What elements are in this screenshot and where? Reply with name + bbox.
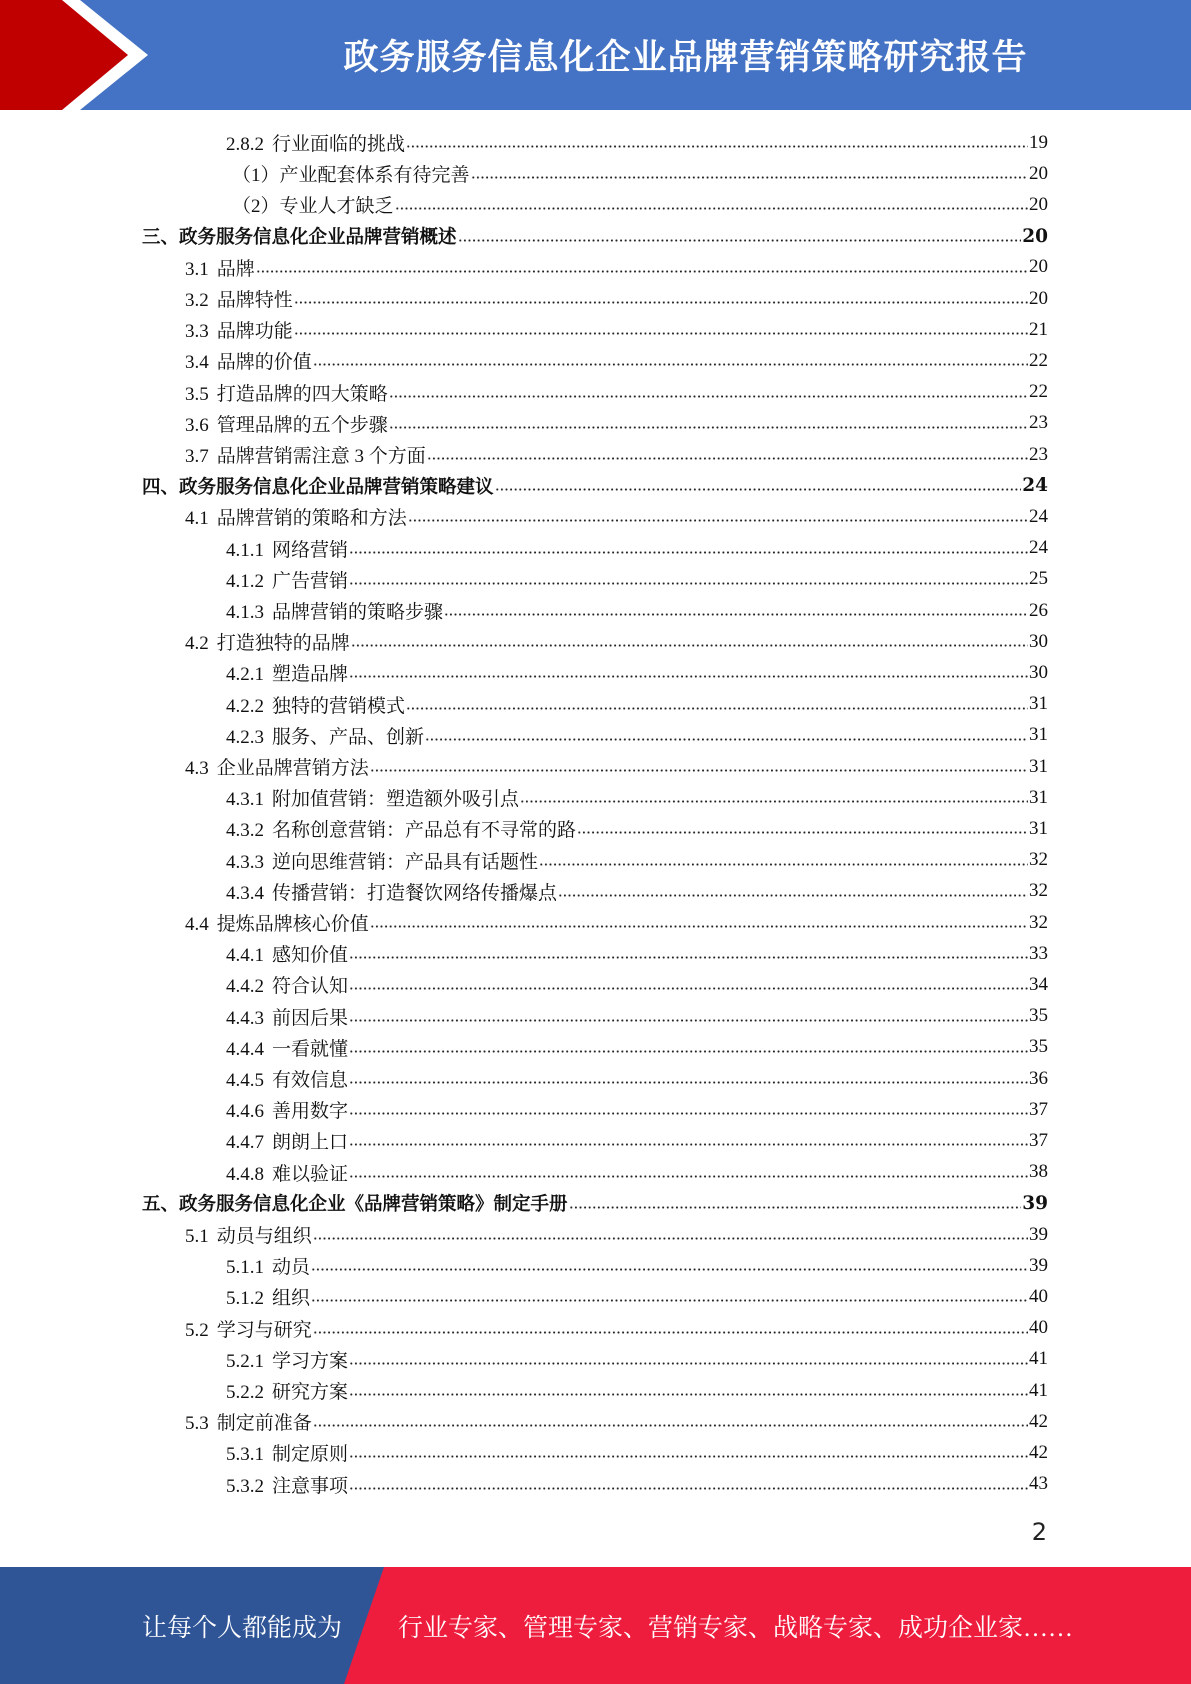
toc-entry-page: 32 xyxy=(1029,849,1048,871)
toc-entry[interactable] xyxy=(232,189,1048,220)
toc-dot-leader xyxy=(294,332,1028,335)
toc-dot-leader xyxy=(349,1175,1028,1178)
toc-entry[interactable] xyxy=(226,969,1048,1000)
toc-entry-number: 5.3 xyxy=(185,1413,209,1435)
toc-entry-number: 4.4.3 xyxy=(226,1007,264,1029)
document-title: 政务服务信息化企业品牌营销策略研究报告 xyxy=(343,38,1028,78)
toc-entry-text: （2）专业人才缺乏 xyxy=(232,196,394,218)
toc-entry-title xyxy=(226,659,348,686)
toc-entry-text: （1）产业配套体系有待完善 xyxy=(232,165,470,187)
toc-entry-page: 20 xyxy=(1029,162,1048,184)
toc-entry-text: 三、政务服务信息化企业品牌营销概述 xyxy=(142,227,457,249)
toc-entry-text: 企业品牌营销方法 xyxy=(216,758,369,779)
toc-entry[interactable] xyxy=(226,813,1048,844)
toc-entry[interactable] xyxy=(185,1313,1048,1344)
toc-dot-leader xyxy=(458,239,1022,242)
toc-entry-title xyxy=(226,815,576,842)
toc-dot-leader xyxy=(349,1019,1028,1022)
toc-entry-number: 4.2.3 xyxy=(226,726,264,748)
toc-entry-title xyxy=(226,784,519,811)
toc-entry[interactable] xyxy=(226,720,1048,751)
toc-entry-text: 五、政务服务信息化企业《品牌营销策略》制定手册 xyxy=(142,1194,568,1216)
toc-entry-title xyxy=(226,1346,348,1373)
toc-entry-number: 3.7 xyxy=(185,446,209,467)
toc-dot-leader xyxy=(406,707,1028,710)
toc-entry-title xyxy=(226,1471,348,1498)
toc-entry-page: 21 xyxy=(1029,318,1048,340)
page-number: 2 xyxy=(1031,1518,1047,1546)
toc-entry[interactable] xyxy=(185,907,1048,938)
toc-dot-leader xyxy=(444,613,1028,616)
toc-entry-number: 5.3.1 xyxy=(226,1444,264,1466)
toc-entry-number: 5.3.2 xyxy=(226,1475,264,1497)
toc-entry-page: 31 xyxy=(1029,755,1048,777)
toc-entry-page: 37 xyxy=(1029,1129,1048,1151)
toc-dot-leader xyxy=(370,925,1028,928)
toc-entry-text: 管理品牌的五个步骤 xyxy=(216,414,388,436)
toc-entry-title xyxy=(232,191,394,218)
toc-entry-title xyxy=(185,753,369,780)
toc-entry-title xyxy=(226,940,348,967)
toc-entry-page: 36 xyxy=(1029,1067,1048,1089)
toc-entry-page: 42 xyxy=(1029,1441,1048,1463)
toc-entry-number: 4.3.3 xyxy=(226,851,264,873)
toc-dot-leader xyxy=(349,551,1028,554)
toc-entry-text: 组织 xyxy=(272,1288,311,1310)
toc-entry-text: 附加值营销：塑造额外吸引点 xyxy=(272,789,520,811)
toc-entry-title xyxy=(185,316,293,343)
toc-entry[interactable] xyxy=(226,1344,1048,1375)
toc-entry[interactable] xyxy=(226,1125,1048,1156)
toc-entry-title xyxy=(185,1408,312,1435)
toc-dot-leader xyxy=(577,831,1028,834)
toc-entry-text: 行业面临的挑战 xyxy=(272,134,406,155)
toc-dot-leader xyxy=(349,675,1028,678)
toc-entry-number: 3.5 xyxy=(185,383,209,405)
toc-entry-title xyxy=(226,1003,348,1030)
toc-dot-leader xyxy=(256,270,1028,273)
toc-entry-page: 20 xyxy=(1022,225,1048,247)
footer-slogan-left: 让每个人都能成为 xyxy=(142,1614,343,1642)
toc-entry-page: 26 xyxy=(1029,599,1048,621)
toc-entry-title xyxy=(185,410,388,437)
toc-entry[interactable] xyxy=(226,127,1048,158)
toc-entry[interactable] xyxy=(185,1406,1048,1437)
toc-entry-title xyxy=(185,503,407,530)
toc-entry[interactable] xyxy=(185,377,1048,408)
toc-entry-page: 25 xyxy=(1029,568,1048,590)
toc-entry-number: 3.6 xyxy=(185,414,209,436)
toc-entry-text: 打造品牌的四大策略 xyxy=(216,383,388,405)
toc-entry-page: 20 xyxy=(1029,287,1048,309)
toc-entry-title xyxy=(185,379,388,406)
toc-entry-number: 4.3.4 xyxy=(226,882,264,904)
toc-entry-page: 30 xyxy=(1029,661,1048,683)
toc-entry-page: 41 xyxy=(1029,1379,1048,1401)
toc-entry[interactable] xyxy=(226,1437,1048,1468)
toc-entry[interactable] xyxy=(226,1094,1048,1125)
toc-entry[interactable] xyxy=(232,158,1048,189)
toc-entry-page: 31 xyxy=(1029,817,1048,839)
toc-entry-number: 4.3 xyxy=(185,758,209,779)
toc-entry-title xyxy=(226,1252,310,1279)
toc-entry-page: 30 xyxy=(1029,630,1048,652)
toc-dot-leader xyxy=(427,457,1028,460)
toc-entry[interactable] xyxy=(226,1063,1048,1094)
toc-entry[interactable] xyxy=(226,595,1048,626)
toc-entry-number: 4.1 xyxy=(185,508,209,530)
toc-entry-page: 39 xyxy=(1029,1254,1048,1276)
toc-entry-page: 22 xyxy=(1029,381,1048,403)
toc-entry-text: 符合认知 xyxy=(272,976,349,998)
toc-entry-page: 32 xyxy=(1029,911,1048,933)
toc-entry-text: 品牌营销的策略步骤 xyxy=(272,602,444,623)
toc-entry-page: 40 xyxy=(1029,1285,1048,1307)
toc-entry-page: 35 xyxy=(1029,1005,1048,1027)
toc-entry[interactable] xyxy=(142,470,1048,501)
toc-entry[interactable] xyxy=(226,1469,1048,1500)
toc-dot-leader xyxy=(495,488,1022,491)
toc-entry-title xyxy=(185,347,312,374)
toc-entry-text: 打造独特的品牌 xyxy=(216,633,350,655)
toc-entry[interactable] xyxy=(185,283,1048,314)
toc-dot-leader xyxy=(349,1143,1028,1146)
toc-entry-number: 5.2.1 xyxy=(226,1350,264,1372)
toc-entry-text: 动员 xyxy=(272,1257,311,1279)
toc-entry-number: 4.4 xyxy=(185,914,209,935)
toc-entry[interactable] xyxy=(185,439,1048,470)
toc-entry[interactable] xyxy=(142,1188,1048,1219)
toc-dot-leader xyxy=(558,894,1028,897)
toc-entry-number: 4.4.2 xyxy=(226,976,264,998)
toc-dot-leader xyxy=(389,395,1028,398)
toc-entry-text: 品牌特性 xyxy=(216,290,293,311)
toc-entry-number: 4.4.4 xyxy=(226,1038,264,1060)
toc-entry-number: 4.1.2 xyxy=(226,570,264,592)
toc-entry-page: 41 xyxy=(1029,1348,1048,1370)
toc-dot-leader xyxy=(349,582,1028,585)
toc-dot-leader xyxy=(313,1331,1028,1334)
toc-entry-number: 4.2.2 xyxy=(226,695,264,717)
toc-entry-text: 品牌的价值 xyxy=(216,352,312,374)
toc-entry-page: 43 xyxy=(1029,1473,1048,1495)
toc-entry-text: 研究方案 xyxy=(272,1382,349,1403)
toc-dot-leader xyxy=(408,519,1028,522)
toc-entry-text: 品牌营销的策略和方法 xyxy=(216,508,407,530)
toc-entry-number: 4.4.8 xyxy=(226,1163,264,1185)
toc-entry-text: 网络营销 xyxy=(272,539,349,561)
toc-entry[interactable] xyxy=(226,876,1048,907)
toc-entry-title xyxy=(226,878,557,905)
page-footer xyxy=(0,1567,1191,1684)
toc-entry[interactable] xyxy=(185,345,1048,376)
toc-entry[interactable] xyxy=(226,1281,1048,1312)
toc-entry-title xyxy=(226,1159,348,1186)
toc-entry-title xyxy=(232,160,470,187)
toc-entry-number: 3.1 xyxy=(185,258,209,280)
toc-dot-leader xyxy=(471,176,1028,179)
toc-entry-text: 有效信息 xyxy=(272,1070,349,1091)
toc-entry-number: 5.1.1 xyxy=(226,1257,264,1279)
toc-entry-page: 37 xyxy=(1029,1098,1048,1120)
toc-entry-text: 善用数字 xyxy=(272,1101,349,1123)
toc-entry-page: 42 xyxy=(1029,1410,1048,1432)
toc-entry-page: 38 xyxy=(1029,1161,1048,1183)
toc-entry-text: 独特的营销模式 xyxy=(272,695,406,717)
toc-entry[interactable] xyxy=(185,314,1048,345)
toc-dot-leader xyxy=(349,1362,1028,1365)
toc-entry-page: 23 xyxy=(1029,443,1048,465)
toc-entry-number: 4.1.3 xyxy=(226,602,264,623)
toc-entry-text: 朗朗上口 xyxy=(272,1132,349,1154)
footer-slogan-right: 行业专家、管理专家、营销专家、战略专家、成功企业家…… xyxy=(398,1614,1074,1642)
toc-entry[interactable] xyxy=(142,221,1048,252)
toc-entry[interactable] xyxy=(226,845,1048,876)
toc-dot-leader xyxy=(294,301,1028,304)
toc-entry[interactable] xyxy=(185,751,1048,782)
toc-entry[interactable] xyxy=(226,533,1048,564)
toc-entry[interactable] xyxy=(226,1001,1048,1032)
toc-entry-page: 24 xyxy=(1022,475,1048,497)
toc-entry-title xyxy=(226,1283,310,1310)
toc-dot-leader xyxy=(351,644,1028,647)
toc-entry-text: 传播营销：打造餐饮网络传播爆点 xyxy=(272,882,558,904)
toc-entry-page: 33 xyxy=(1029,942,1048,964)
toc-entry-text: 广告营销 xyxy=(272,570,349,592)
toc-dot-leader xyxy=(520,800,1028,803)
toc-entry-page: 20 xyxy=(1029,256,1048,278)
toc-entry[interactable] xyxy=(226,1157,1048,1188)
toc-entry-number: 3.2 xyxy=(185,290,209,311)
toc-entry[interactable] xyxy=(226,657,1048,688)
toc-entry-title xyxy=(226,597,443,624)
toc-entry-number: 4.2 xyxy=(185,633,209,655)
toc-dot-leader xyxy=(349,1487,1028,1490)
toc-entry-text: 学习方案 xyxy=(272,1350,349,1372)
toc-entry-title xyxy=(226,1377,348,1404)
toc-entry-title xyxy=(185,1315,312,1342)
toc-dot-leader xyxy=(425,738,1028,741)
toc-entry-title xyxy=(185,1221,312,1248)
toc-entry-number: 5.1 xyxy=(185,1226,209,1247)
toc-entry-page: 19 xyxy=(1029,131,1048,153)
toc-entry-text: 感知价值 xyxy=(272,945,349,967)
toc-entry-number: 4.2.1 xyxy=(226,664,264,686)
toc-entry-title xyxy=(226,1034,348,1061)
toc-entry[interactable] xyxy=(226,938,1048,969)
toc-entry-number: 4.4.6 xyxy=(226,1101,264,1123)
toc-entry-text: 品牌功能 xyxy=(216,321,293,343)
toc-entry-page: 40 xyxy=(1029,1317,1048,1339)
toc-entry-text: 品牌 xyxy=(216,258,255,280)
toc-entry-page: 24 xyxy=(1029,537,1048,559)
toc-entry-title xyxy=(185,909,369,936)
toc-entry-number: 5.1.2 xyxy=(226,1288,264,1310)
toc-entry-text: 名称创意营销：产品总有不寻常的路 xyxy=(272,820,577,842)
toc-entry-text: 制定原则 xyxy=(272,1444,349,1466)
toc-entry-page: 22 xyxy=(1029,349,1048,371)
toc-dot-leader xyxy=(406,145,1028,148)
toc-entry-text: 前因后果 xyxy=(272,1007,349,1029)
toc-entry-page: 31 xyxy=(1029,724,1048,746)
toc-entry-number: 4.4.1 xyxy=(226,945,264,967)
toc-entry[interactable] xyxy=(185,252,1048,283)
toc-entry-title xyxy=(185,628,350,655)
toc-entry-page: 24 xyxy=(1029,505,1048,527)
toc-dot-leader xyxy=(311,1268,1028,1271)
toc-entry-page: 34 xyxy=(1029,973,1048,995)
toc-entry-page: 20 xyxy=(1029,193,1048,215)
toc-dot-leader xyxy=(569,1206,1022,1209)
toc-entry-page: 35 xyxy=(1029,1036,1048,1058)
toc-entry-number: 2.8.2 xyxy=(226,134,264,155)
toc-entry-number: 4.3.1 xyxy=(226,789,264,811)
toc-entry-page: 39 xyxy=(1029,1223,1048,1245)
toc-entry-title xyxy=(185,441,426,468)
toc-dot-leader xyxy=(349,1081,1028,1084)
toc-entry-title xyxy=(142,1190,568,1216)
toc-dot-leader xyxy=(349,1112,1028,1115)
toc-dot-leader xyxy=(349,1050,1028,1053)
toc-entry-text: 提炼品牌核心价值 xyxy=(216,914,369,935)
toc-dot-leader xyxy=(349,1455,1028,1458)
toc-entry-title xyxy=(142,223,457,249)
toc-entry[interactable] xyxy=(185,408,1048,439)
toc-entry-text: 动员与组织 xyxy=(216,1226,312,1247)
toc-dot-leader xyxy=(313,1237,1028,1240)
toc-entry-text: 品牌营销需注意 3 个方面 xyxy=(216,446,426,467)
toc-entry-title xyxy=(226,535,348,562)
toc-entry-title xyxy=(226,1065,348,1092)
toc-entry-title xyxy=(226,691,405,718)
toc-entry-text: 逆向思维营销：产品具有话题性 xyxy=(272,851,539,873)
toc-dot-leader xyxy=(370,769,1028,772)
toc-entry[interactable] xyxy=(185,626,1048,657)
toc-entry-title xyxy=(226,566,348,593)
toc-entry[interactable] xyxy=(226,564,1048,595)
toc-dot-leader xyxy=(349,956,1028,959)
toc-entry-title xyxy=(185,254,255,281)
toc-entry-text: 服务、产品、创新 xyxy=(272,726,425,748)
toc-dot-leader xyxy=(349,987,1028,990)
toc-entry-number: 4.3.2 xyxy=(226,820,264,842)
toc-entry-text: 学习与研究 xyxy=(216,1319,312,1341)
toc-entry-number: 3.3 xyxy=(185,321,209,343)
toc-entry-title xyxy=(226,1127,348,1154)
toc-entry-page: 32 xyxy=(1029,880,1048,902)
toc-entry-page: 39 xyxy=(1022,1192,1048,1214)
toc-dot-leader xyxy=(313,363,1028,366)
toc-entry-text: 制定前准备 xyxy=(216,1413,312,1435)
toc-dot-leader xyxy=(313,1424,1028,1427)
toc-entry-title xyxy=(226,1096,348,1123)
toc-entry-title xyxy=(226,722,424,749)
toc-entry-number: 4.4.7 xyxy=(226,1132,264,1154)
toc-entry-page: 31 xyxy=(1029,786,1048,808)
toc-entry-title xyxy=(185,285,293,312)
toc-entry[interactable] xyxy=(226,1250,1048,1281)
toc-entry-title xyxy=(226,1439,348,1466)
toc-entry-number: 4.1.1 xyxy=(226,539,264,561)
toc-entry-title xyxy=(226,971,348,998)
toc-entry-text: 一看就懂 xyxy=(272,1038,349,1060)
toc-entry-text: 注意事项 xyxy=(272,1475,349,1497)
toc-entry[interactable] xyxy=(185,501,1048,532)
page-header xyxy=(0,0,1191,110)
toc-dot-leader xyxy=(389,426,1028,429)
toc-dot-leader xyxy=(349,1393,1028,1396)
toc-dot-leader xyxy=(539,863,1028,866)
toc-entry-text: 难以验证 xyxy=(272,1163,349,1185)
toc-entry-text: 塑造品牌 xyxy=(272,664,349,686)
toc-dot-leader xyxy=(311,1299,1028,1302)
toc-entry-title xyxy=(142,473,494,499)
toc-entry-page: 31 xyxy=(1029,693,1048,715)
toc-entry-text: 四、政务服务信息化企业品牌营销策略建议 xyxy=(142,476,494,498)
toc-entry-number: 5.2.2 xyxy=(226,1382,264,1403)
toc-entry-title xyxy=(226,847,538,874)
toc-entry[interactable] xyxy=(226,782,1048,813)
toc-dot-leader xyxy=(395,207,1028,210)
header-chevron-decoration xyxy=(0,0,160,110)
toc-entry-number: 5.2 xyxy=(185,1319,209,1341)
toc-entry[interactable] xyxy=(185,1219,1048,1250)
toc-entry-number: 3.4 xyxy=(185,352,209,374)
toc-entry-number: 4.4.5 xyxy=(226,1070,264,1091)
toc-entry-title xyxy=(226,129,405,156)
toc-entry[interactable] xyxy=(226,1032,1048,1063)
toc-entry[interactable] xyxy=(226,689,1048,720)
toc-entry-page: 23 xyxy=(1029,412,1048,434)
toc-entry[interactable] xyxy=(226,1375,1048,1406)
